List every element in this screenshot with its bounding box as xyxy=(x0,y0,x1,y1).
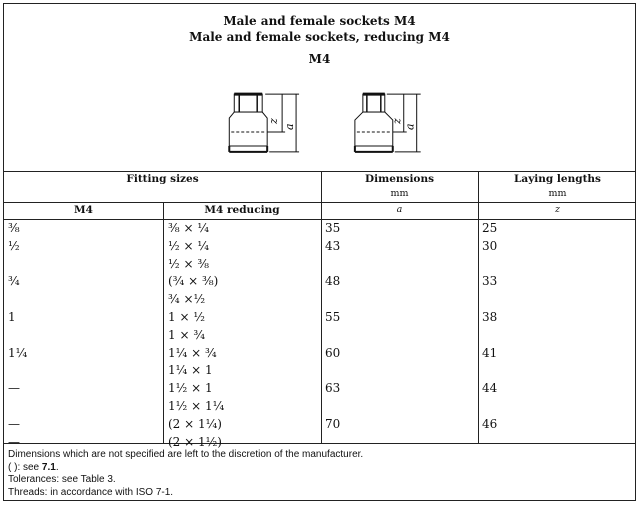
subheader-divider xyxy=(4,219,635,220)
note-line-3: Tolerances: see Table 3. xyxy=(8,474,116,485)
label-z-right: z xyxy=(390,118,404,125)
header-z-symbol: z xyxy=(554,204,560,215)
header-a-symbol: a xyxy=(396,204,403,215)
cell-a: 48 xyxy=(325,274,341,289)
label-z-left: z xyxy=(267,118,281,125)
cell-m4: — xyxy=(8,416,20,431)
cell-red: ⅜ × ¼ xyxy=(168,221,209,235)
cell-red: ½ × ⅜ xyxy=(168,256,209,271)
header-dimensions: Dimensions xyxy=(365,173,434,185)
title-line-3: M4 xyxy=(308,52,331,66)
cell-z: 25 xyxy=(482,221,498,235)
cell-z: 46 xyxy=(482,416,498,431)
cell-a: 35 xyxy=(325,221,341,235)
label-a-left: a xyxy=(283,123,297,130)
cell-a: 55 xyxy=(325,310,341,324)
cell-red: (2 × 1¼) xyxy=(168,416,222,431)
cell-m4: — xyxy=(8,381,20,396)
cell-z: 30 xyxy=(482,238,498,253)
body-bottom-line xyxy=(4,443,635,444)
cell-m4: — xyxy=(8,434,20,449)
socket-drawing-left xyxy=(229,94,299,152)
cell-red: 1¼ × ¾ xyxy=(168,345,217,360)
label-a-right: a xyxy=(403,123,417,130)
cell-z: 38 xyxy=(482,310,498,324)
cell-red: (¾ × ⅜) xyxy=(168,274,219,289)
note-line-2: ( ): see 7.1. xyxy=(8,461,59,473)
cell-m4: 1¼ xyxy=(8,345,28,360)
header-dimensions-unit: mm xyxy=(390,188,409,199)
table-frame xyxy=(3,3,636,501)
title-line-2: Male and female sockets, reducing M4 xyxy=(189,30,450,44)
title-line-1: Male and female sockets M4 xyxy=(223,14,416,28)
cell-red: 1½ × 1 xyxy=(168,381,213,396)
cell-m4: ¾ xyxy=(8,274,20,289)
cell-a: 70 xyxy=(325,416,341,431)
header-m4: M4 xyxy=(74,204,93,216)
cell-z: 33 xyxy=(482,274,498,289)
col-divider-reducing xyxy=(163,202,164,443)
cell-a: 60 xyxy=(325,345,341,360)
header-laying-lengths: Laying lengths xyxy=(514,173,601,185)
table-notes xyxy=(8,449,363,499)
note-line-1: Dimensions which are not specified are left to the discretion of the manufacturer. xyxy=(8,449,364,460)
socket-drawing-right xyxy=(355,94,421,152)
cell-red: ¾ ×½ xyxy=(168,292,206,307)
cell-a: 63 xyxy=(325,381,341,396)
header-fitting-sizes: Fitting sizes xyxy=(126,173,199,185)
cell-z: 41 xyxy=(482,345,498,360)
table-header-area xyxy=(4,4,635,172)
cell-m4: 1 xyxy=(8,310,16,324)
cell-a: 43 xyxy=(325,238,341,253)
cell-m4: ⅜ xyxy=(8,221,20,235)
cell-red: (2 × 1½) xyxy=(168,434,222,449)
cell-red: 1½ × 1¼ xyxy=(168,399,225,413)
cell-red: 1 × ½ xyxy=(168,310,205,324)
cell-z: 44 xyxy=(482,381,498,396)
note-line-4: Threads: in accordance with ISO 7-1. xyxy=(8,486,174,498)
header-m4-reducing: M4 reducing xyxy=(204,204,280,216)
header-laying-unit: mm xyxy=(548,188,567,199)
cell-red: 1¼ × 1 xyxy=(168,363,213,378)
cell-red: ½ × ¼ xyxy=(168,238,209,253)
header-divider xyxy=(4,202,635,203)
cell-red: 1 × ¾ xyxy=(168,327,205,342)
cell-m4: ½ xyxy=(8,238,20,253)
fitting-drawings xyxy=(4,88,635,168)
